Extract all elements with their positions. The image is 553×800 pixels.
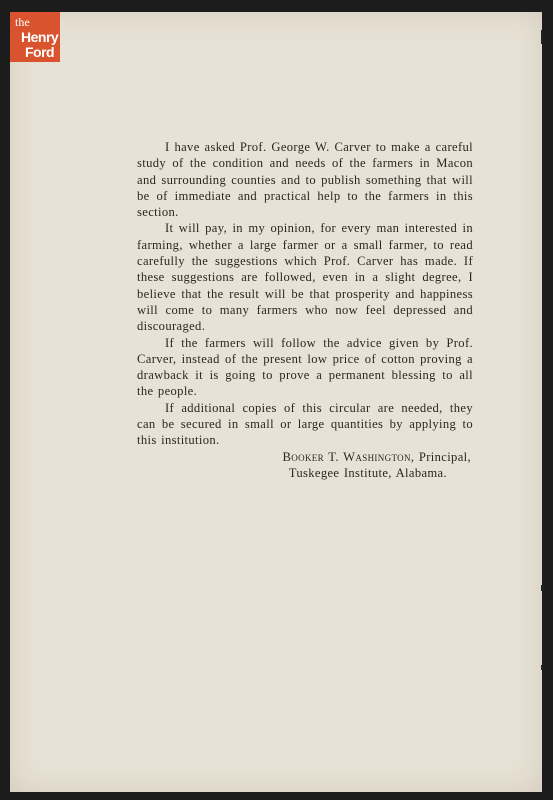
logo-line-ford: Ford: [25, 44, 55, 60]
logo-line-the: the: [15, 15, 30, 29]
letter-paragraph-4: If additional copies of this circular are needed, they can be secured in small or large quantities by applying to this institution.: [137, 400, 473, 448]
letter-paragraph-3: If the farmers will follow the advice given by Prof. Carver, instead of the present low price of cotton proving a drawback it is going to prove a permanent blessing to all the people.: [137, 335, 473, 399]
henry-ford-logo: [10, 12, 60, 62]
signature-name: Booker T. Washington: [282, 449, 411, 464]
signature-line: [137, 449, 473, 465]
logo-line-henry: Henry: [21, 29, 59, 45]
binding-mark-top: [541, 30, 543, 44]
signature-institution: Tuskegee Institute, Alabama.: [288, 465, 447, 480]
letter-paragraph-2: It will pay, in my opinion, for every man interested in farming, whether a large farmer or a small farmer, to read carefully the suggestions which Prof. Carver has made. If these suggestions are followed, even in a slight degree, I believe that the result will be that prosperity and happiness will come to many farmers who now feel depressed and discouraged.: [137, 221, 473, 334]
binding-mark-lower: [541, 665, 543, 670]
binding-mark-middle: [541, 585, 544, 591]
letter-paragraph-1: I have asked Prof. George W. Carver to make a careful study of the condition and needs of the farmers in Macon and surrounding counties and to publish something that will be of immediate and practical help to the farmers in this section.: [137, 140, 473, 220]
document-page: [10, 12, 542, 792]
letter-body: [137, 139, 473, 481]
signature-title: , Principal,: [410, 449, 471, 464]
